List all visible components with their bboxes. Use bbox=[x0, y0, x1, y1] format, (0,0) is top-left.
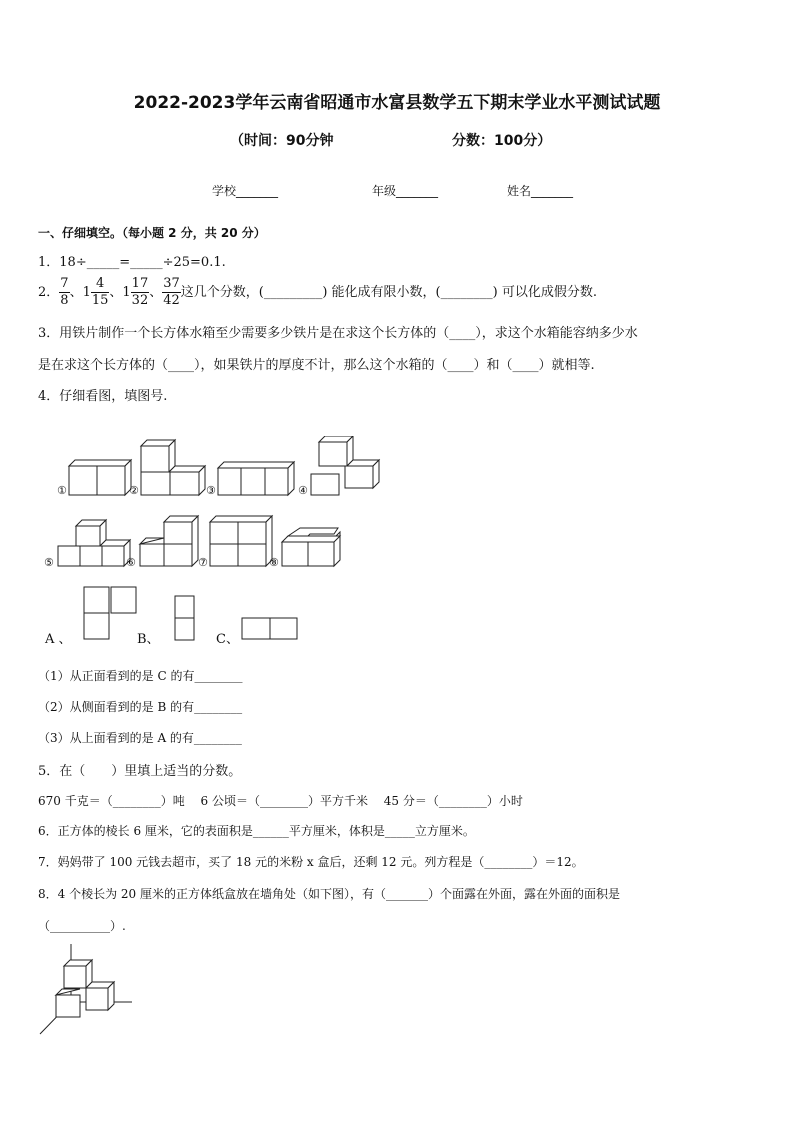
label-5: ⑤ bbox=[44, 556, 54, 569]
question-4-sub-3: （3）从上面看到的是 A 的有________ bbox=[38, 731, 242, 745]
figure-5 bbox=[58, 520, 130, 566]
fraction-2-numerator: 4 bbox=[91, 276, 110, 293]
fraction-4-denominator: 42 bbox=[163, 293, 180, 308]
figure-3 bbox=[218, 462, 294, 495]
q2-suffix: 这几个分数，(_________) 能化成有限小数，(________) 可以化成假分数. bbox=[180, 285, 597, 300]
fraction-1 bbox=[59, 276, 69, 309]
question-6: 6．正方体的棱长 6 厘米，它的表面积是______平方厘米，体积是_____立方厘米。 bbox=[38, 824, 475, 838]
question-5: 5．在（ ）里填上适当的分数。 bbox=[38, 764, 242, 779]
view-b-shape bbox=[174, 595, 196, 641]
grade-field: 年级_______ bbox=[372, 184, 439, 198]
label-3: ③ bbox=[206, 484, 216, 497]
fraction-1-numerator: 7 bbox=[60, 276, 69, 291]
exam-score: 分数：100分） bbox=[452, 133, 552, 149]
figure-7 bbox=[210, 516, 272, 566]
fraction-4 bbox=[162, 276, 181, 309]
question-8-line-1: 8．4 个棱长为 20 厘米的正方体纸盒放在墙角处（如下图），有（_______）个面露在外面，露在外面的面积是 bbox=[38, 887, 620, 901]
question-4-sub-1: （1）从正面看到的是 C 的有________ bbox=[38, 669, 243, 683]
cube-figures-row-2 bbox=[44, 512, 354, 572]
fraction-4-numerator: 37 bbox=[163, 276, 180, 291]
fraction-2 bbox=[91, 276, 110, 309]
name-field: 姓名_______ bbox=[507, 184, 574, 198]
label-4: ④ bbox=[298, 484, 308, 497]
fraction-3-denominator: 32 bbox=[131, 293, 149, 308]
figure-4 bbox=[311, 436, 379, 495]
exam-time: （时间：90分钟 bbox=[230, 133, 334, 149]
question-3-line-1: 3．用铁片制作一个长方体水箱至少需要多少铁片是在求这个长方体的（____），求这个水箱能容纳多少水 bbox=[38, 326, 638, 341]
corner-boxes-figure bbox=[36, 942, 136, 1038]
q2-prefix: 2． bbox=[38, 285, 60, 300]
view-a-shape bbox=[83, 586, 139, 640]
q2-sep-2: 、1 bbox=[109, 285, 131, 300]
view-c-shape bbox=[241, 617, 299, 641]
fraction-1-denominator: 8 bbox=[60, 293, 69, 308]
label-7: ⑦ bbox=[198, 556, 208, 569]
question-2 bbox=[38, 276, 597, 309]
view-a-label: A 、 bbox=[45, 632, 72, 647]
fraction-3 bbox=[131, 276, 150, 309]
figure-2 bbox=[141, 440, 205, 495]
question-7: 7．妈妈带了 100 元钱去超市，买了 18 元的米粉 x 盒后，还剩 12 元。列方程是（________）＝12。 bbox=[38, 855, 584, 869]
question-5-line: 670 千克＝（________）吨 6 公顷＝（________）平方千米 45 分＝（________）小时 bbox=[38, 794, 523, 808]
question-4-sub-2: （2）从侧面看到的是 B 的有________ bbox=[38, 700, 243, 714]
view-b-label: B、 bbox=[137, 632, 160, 647]
view-c-label: C、 bbox=[216, 632, 239, 647]
figure-1 bbox=[69, 460, 131, 495]
school-field: 学校_______ bbox=[212, 184, 279, 198]
question-4: 4．仔细看图，填图号. bbox=[38, 389, 168, 404]
cube-figures-row-1 bbox=[55, 436, 395, 498]
q2-sep-1: 、1 bbox=[69, 285, 91, 300]
q2-sep-3: 、 bbox=[149, 285, 163, 300]
label-2: ② bbox=[129, 484, 139, 497]
fraction-2-denominator: 15 bbox=[91, 293, 109, 308]
question-1: 1．18÷_____=_____÷25=0.1. bbox=[38, 255, 226, 270]
label-8: ⑧ bbox=[269, 556, 279, 569]
fraction-3-numerator: 17 bbox=[131, 276, 149, 291]
exam-title: 2022-2023学年云南省昭通市水富县数学五下期末学业水平测试试题 bbox=[133, 93, 661, 113]
figure-8 bbox=[282, 528, 340, 566]
figure-6 bbox=[140, 516, 198, 566]
question-8-line-2: （__________）. bbox=[38, 919, 126, 933]
label-6: ⑥ bbox=[126, 556, 136, 569]
question-3-line-2: 是在求这个长方体的（____），如果铁片的厚度不计，那么这个水箱的（____）和（____）就相等. bbox=[38, 358, 595, 373]
label-1: ① bbox=[57, 484, 67, 497]
section-heading: 一、仔细填空。（每小题 2 分，共 20 分） bbox=[38, 226, 266, 240]
